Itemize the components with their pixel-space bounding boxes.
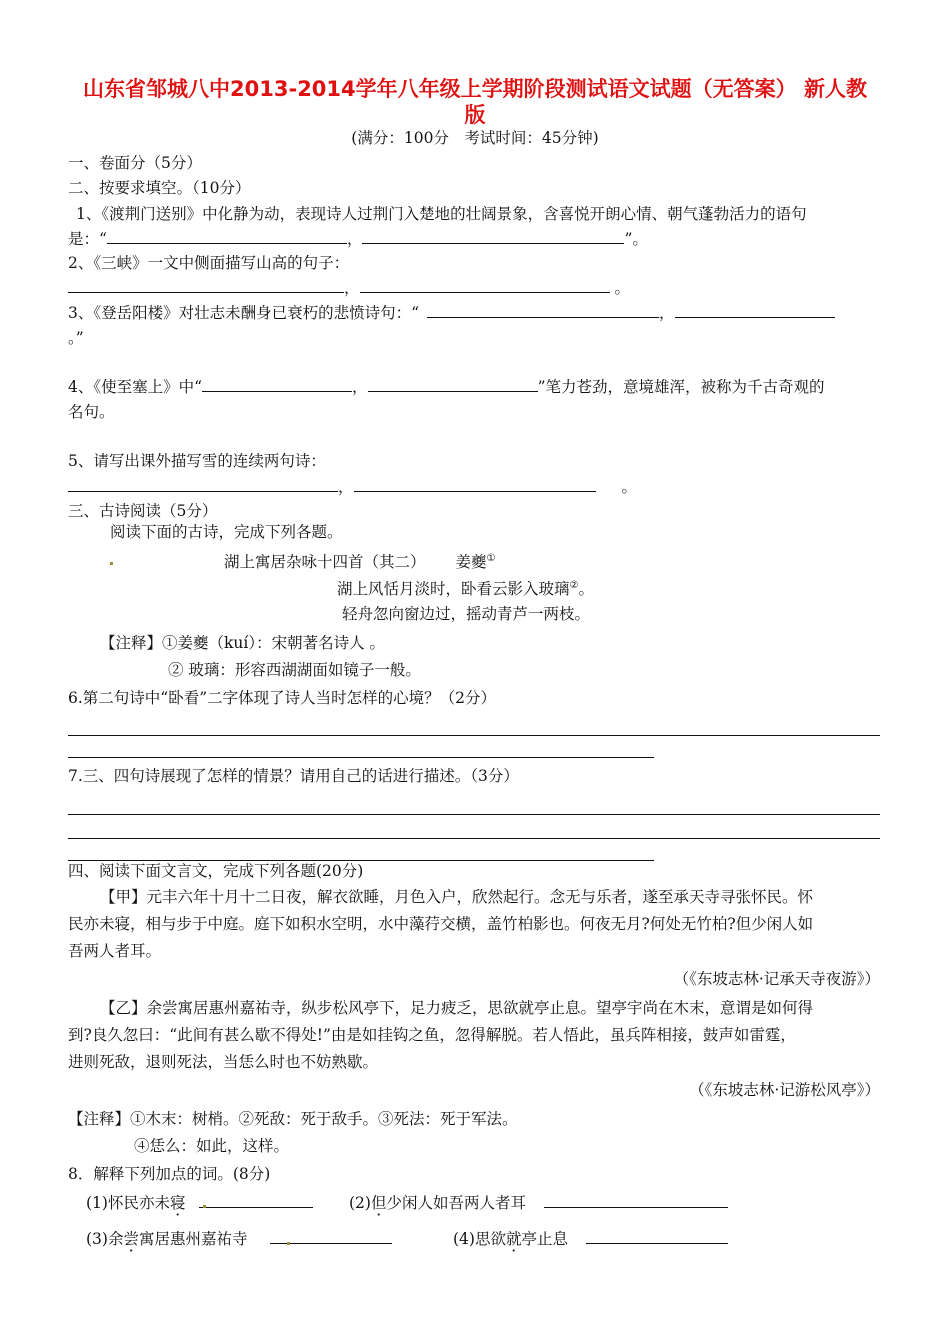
passage-note-1: 【注释】①木末：树梢。②死敌：死于敌手。③死法：死于军法。 xyxy=(68,1110,518,1128)
passage-jia-source: （《东坡志林·记承天寺夜游》） xyxy=(673,970,880,988)
answer-line[interactable] xyxy=(68,735,880,736)
q8-item-2-num: (2) xyxy=(349,1194,371,1212)
comma: ， xyxy=(344,279,360,297)
passage-jia-line-1: 【甲】元丰六年十月十二日夜，解衣欲睡，月色入户，欣然起行。念无与乐者，遂至承天寺寻张怀民。怀 xyxy=(100,888,814,906)
scan-speck xyxy=(287,1242,290,1245)
poem-note-1: 【注释】①姜夔（kuí）：宋朝著名诗人 。 xyxy=(100,634,386,652)
answer-blank[interactable] xyxy=(199,1192,313,1208)
comma: ， xyxy=(338,478,354,496)
answer-line[interactable] xyxy=(68,838,880,839)
question-4-end: 名句。 xyxy=(68,403,115,421)
dotted-word: 尝 xyxy=(123,1230,139,1248)
question-5-answer xyxy=(68,476,637,498)
answer-blank[interactable] xyxy=(544,1192,728,1208)
section-3: 三、古诗阅读（5分） xyxy=(68,502,218,520)
comma: ， xyxy=(346,230,363,248)
title-line-1: 山东省邹城八中2013-2014学年八年级上学期阶段测试语文试题（无答案） 新人教 xyxy=(83,77,867,101)
period: 。 xyxy=(614,279,630,297)
question-4-suffix: ”笔力苍劲，意境雄浑，被称为千古奇观的 xyxy=(537,378,825,396)
q8-item-2-text: 少闲人如吾两人者耳 xyxy=(386,1194,526,1212)
answer-blank[interactable] xyxy=(586,1228,728,1244)
q8-item-4-num: (4)思欲 xyxy=(453,1230,506,1248)
q8-item-2 xyxy=(349,1192,728,1214)
question-1-quote-open: 是：“ xyxy=(68,230,107,248)
passage-yi-line-3: 进则死敌，退则死法，当恁么时也不妨熟歇。 xyxy=(68,1053,379,1071)
dotted-word: 但 xyxy=(370,1194,387,1212)
answer-line[interactable] xyxy=(68,757,654,758)
question-7-text: 7.三、四句诗展现了怎样的情景？请用自己的话进行描述。（3分） xyxy=(68,767,519,785)
question-8-text: 8．解释下列加点的词。(8分) xyxy=(68,1165,271,1183)
poem-line-1-end: 。 xyxy=(578,580,594,599)
section-3-intro: 阅读下面的古诗，完成下列各题。 xyxy=(110,523,343,541)
answer-blank[interactable] xyxy=(368,376,538,392)
scan-speck xyxy=(203,1205,206,1208)
period: 。 xyxy=(621,478,638,496)
question-3-text xyxy=(68,302,835,324)
passage-yi-line-2: 到?良久忽曰：“此间有甚么歇不得处!”由是如挂钩之鱼，忽得解脱。若人悟此，虽兵阵相接，鼓声如雷霆， xyxy=(68,1026,796,1044)
passage-yi-line-1: 【乙】余尝寓居惠州嘉祐寺，纵步松风亭下，足力疲乏，思欲就亭止息。望亭宇尚在木末，意谓是如何得 xyxy=(100,999,814,1017)
section-2: 二、按要求填空。（10分） xyxy=(68,179,251,197)
q8-item-4-text: 亭止息 xyxy=(521,1230,568,1248)
question-4-prompt: 4、《使至塞上》中“ xyxy=(68,378,203,396)
scan-speck xyxy=(110,562,113,565)
answer-blank[interactable] xyxy=(354,476,596,492)
passage-jia-line-2: 民亦未寝，相与步于中庭。庭下如积水空明，水中藻荇交横，盖竹柏影也。何夜无月?何处无竹柏?但少闲人如 xyxy=(68,915,814,933)
dotted-word: 就 xyxy=(505,1230,522,1248)
poem-title xyxy=(224,548,496,573)
note-mark: ② xyxy=(569,580,579,591)
question-2-answer xyxy=(68,277,630,299)
poem-author: 姜夔 xyxy=(455,553,487,572)
poem-title-text: 湖上寓居杂咏十四首（其二） xyxy=(224,553,426,572)
section-1: 一、卷面分（5分） xyxy=(68,154,202,172)
question-1-text: 1、《渡荆门送别》中化静为动，表现诗人过荆门入楚地的壮阔景象，含喜悦开朗心情、朝气蓬勃活力的语句 xyxy=(76,205,807,223)
passage-jia-line-3: 吾两人者耳。 xyxy=(68,942,162,960)
question-4-text xyxy=(68,376,825,398)
answer-blank[interactable] xyxy=(360,277,610,293)
note-mark: ① xyxy=(486,553,496,564)
question-5-text: 5、请写出课外描写雪的连续两句诗： xyxy=(68,452,326,470)
question-3-end: 。” xyxy=(68,329,84,347)
title-line-2: 版 xyxy=(464,103,486,127)
answer-blank[interactable] xyxy=(675,302,835,318)
subtitle: (满分：100分 考试时间：45分钟) xyxy=(351,129,599,147)
q8-item-3-num: (3)余 xyxy=(86,1230,124,1248)
answer-blank[interactable] xyxy=(362,228,624,244)
q8-item-3 xyxy=(86,1228,392,1250)
comma: ， xyxy=(659,304,675,322)
answer-line[interactable] xyxy=(68,814,880,815)
question-6-text: 6.第二句诗中“卧看”二字体现了诗人当时怎样的心境？（2分） xyxy=(68,689,497,707)
question-1-quote-close: ”。 xyxy=(624,230,648,248)
dotted-word: 寝 xyxy=(169,1194,186,1212)
answer-blank[interactable] xyxy=(202,376,352,392)
section-4: 四、阅读下面文言文，完成下列各题(20分) xyxy=(68,862,364,880)
answer-blank[interactable] xyxy=(107,228,347,244)
poem-note-2: ② 玻璃：形容西湖湖面如镜子一般。 xyxy=(168,661,421,679)
question-2-text: 2、《三峡》一文中侧面描写山高的句子： xyxy=(68,254,350,272)
passage-yi-source: （《东坡志林·记游松风亭》） xyxy=(689,1081,880,1099)
q8-item-1 xyxy=(86,1192,313,1214)
poem-line-1 xyxy=(337,575,594,600)
q8-item-1-text: (1)怀民亦未 xyxy=(86,1194,170,1212)
q8-item-3-text: 寓居惠州嘉祐寺 xyxy=(138,1230,248,1248)
passage-note-2: ④恁么：如此，这样。 xyxy=(134,1137,290,1155)
poem-line-1-text: 湖上风恬月淡时，卧看云影入玻璃 xyxy=(337,580,570,599)
answer-blank[interactable] xyxy=(68,277,344,293)
answer-blank[interactable] xyxy=(68,476,338,492)
question-3-prompt: 3、《登岳阳楼》对壮志未酬身已衰朽的悲愤诗句：“ xyxy=(68,304,420,322)
comma: ， xyxy=(352,378,368,396)
poem-line-2: 轻舟忽向窗边过，摇动青芦一两枝。 xyxy=(342,605,591,623)
q8-item-4 xyxy=(453,1228,728,1250)
answer-blank[interactable] xyxy=(427,302,659,318)
question-1-answer xyxy=(68,228,648,250)
